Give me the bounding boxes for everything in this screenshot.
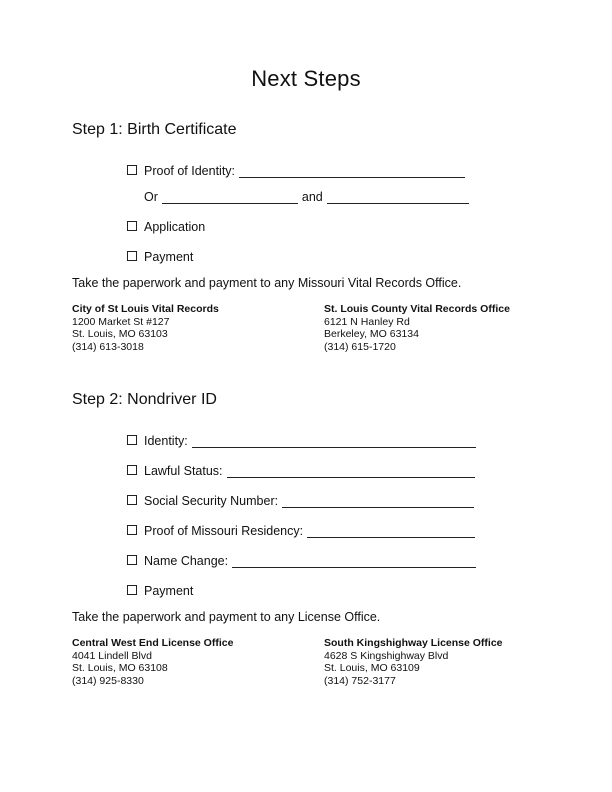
or-blank-1[interactable] — [162, 191, 298, 204]
application-item — [127, 219, 205, 235]
office-south-kingshighway — [324, 637, 503, 687]
identity-label: Identity: — [144, 434, 188, 448]
identity-blank[interactable] — [192, 435, 476, 448]
lawful-status-blank[interactable] — [227, 465, 475, 478]
step2-instruction: Take the paperwork and payment to any License Office. — [72, 610, 381, 624]
and-label: and — [301, 190, 323, 204]
identity-item — [127, 433, 476, 449]
identity-checkbox[interactable] — [127, 435, 137, 445]
payment-checkbox-step2[interactable] — [127, 585, 137, 595]
step2-heading: Step 2: Nondriver ID — [72, 391, 217, 408]
lawful-status-label: Lawful Status: — [144, 464, 223, 478]
page-title: Next Steps — [251, 66, 361, 91]
office-address1: 4041 Lindell Blvd — [72, 649, 152, 662]
office-address2: Berkeley, MO 63134 — [324, 328, 419, 340]
office-phone: (314) 925-8330 — [72, 674, 144, 687]
office-name: St. Louis County Vital Records Office — [324, 303, 510, 315]
ssn-blank[interactable] — [282, 495, 474, 508]
office-address2: St. Louis, MO 63103 — [72, 328, 168, 340]
payment-checkbox-step1[interactable] — [127, 251, 137, 261]
office-city-vital-records — [72, 303, 219, 353]
application-label: Application — [144, 220, 206, 234]
lawful-status-checkbox[interactable] — [127, 465, 137, 475]
office-name: City of St Louis Vital Records — [72, 303, 219, 315]
office-phone: (314) 613-3018 — [72, 340, 144, 353]
residency-item — [127, 523, 475, 539]
or-alternative-line — [144, 189, 469, 205]
name-change-blank[interactable] — [232, 555, 476, 568]
office-name: South Kingshighway License Office — [324, 637, 503, 649]
office-name: Central West End License Office — [72, 637, 234, 649]
office-address1: 1200 Market St #127 — [72, 315, 170, 328]
payment-label-step2: Payment — [144, 584, 194, 598]
office-address1: 4628 S Kingshighway Blvd — [324, 649, 449, 662]
proof-of-identity-label: Proof of Identity: — [144, 164, 236, 178]
residency-checkbox[interactable] — [127, 525, 137, 535]
office-phone: (314) 615-1720 — [324, 340, 396, 353]
lawful-status-item — [127, 463, 475, 479]
office-county-vital-records — [324, 303, 510, 353]
proof-of-identity-checkbox[interactable] — [127, 165, 137, 175]
ssn-label: Social Security Number: — [144, 494, 279, 508]
office-address2: St. Louis, MO 63108 — [72, 662, 168, 674]
office-address2: St. Louis, MO 63109 — [324, 662, 420, 674]
name-change-label: Name Change: — [144, 554, 229, 568]
step1-heading: Step 1: Birth Certificate — [72, 121, 237, 138]
application-checkbox[interactable] — [127, 221, 137, 231]
name-change-checkbox[interactable] — [127, 555, 137, 565]
or-label: Or — [144, 190, 158, 204]
payment-item-step2 — [127, 583, 193, 599]
step1-instruction: Take the paperwork and payment to any Missouri Vital Records Office. — [72, 276, 462, 290]
and-blank-2[interactable] — [327, 191, 469, 204]
residency-label: Proof of Missouri Residency: — [144, 524, 304, 538]
proof-of-identity-item — [127, 163, 465, 179]
office-central-west-end — [72, 637, 233, 687]
payment-item-step1 — [127, 249, 193, 265]
payment-label-step1: Payment — [144, 250, 194, 264]
proof-of-identity-blank[interactable] — [239, 165, 465, 178]
residency-blank[interactable] — [307, 525, 475, 538]
office-address1: 6121 N Hanley Rd — [324, 315, 410, 328]
ssn-checkbox[interactable] — [127, 495, 137, 505]
office-phone: (314) 752-3177 — [324, 674, 396, 687]
ssn-item — [127, 493, 474, 509]
name-change-item — [127, 553, 476, 569]
